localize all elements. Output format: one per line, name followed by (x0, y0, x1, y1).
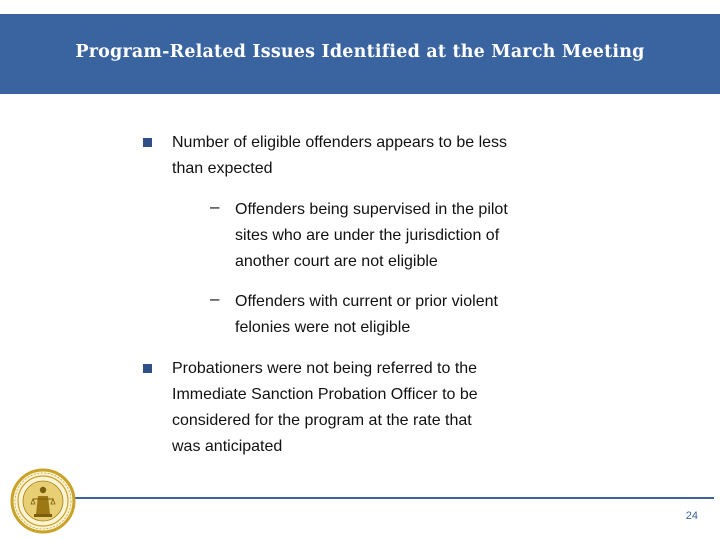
bullet-square-icon (143, 138, 152, 147)
page-number: 24 (685, 510, 698, 522)
subbullet-1-line-3: another court are not eligible (235, 253, 438, 270)
bullet-1-line-1: Number of eligible offenders appears to be less (172, 134, 508, 151)
subbullet-1-line-2: sites who are under the jurisdiction of (235, 227, 500, 244)
bullet-square-icon (143, 364, 152, 373)
bullet-2-line-3: considered for the program at the rate that (172, 412, 472, 429)
subbullet-1-line-1: Offenders being supervised in the pilot (235, 201, 508, 218)
footer-rule (54, 497, 714, 499)
commission-seal-icon (10, 468, 76, 534)
subbullet-2-line-2: felonies were not eligible (235, 319, 411, 336)
bullet-1-line-2: than expected (172, 160, 273, 177)
bullet-2-line-1: Probationers were not being referred to the (172, 360, 478, 377)
subbullet-2-line-1: Offenders with current or prior violent (235, 293, 498, 310)
dash-icon: – (210, 197, 220, 216)
slide-title: Program-Related Issues Identified at the March Meeting (75, 42, 645, 62)
bullet-2-line-2: Immediate Sanction Probation Officer to be (172, 386, 478, 403)
bullet-2-line-4: was anticipated (172, 438, 283, 455)
dash-icon: – (210, 289, 220, 308)
